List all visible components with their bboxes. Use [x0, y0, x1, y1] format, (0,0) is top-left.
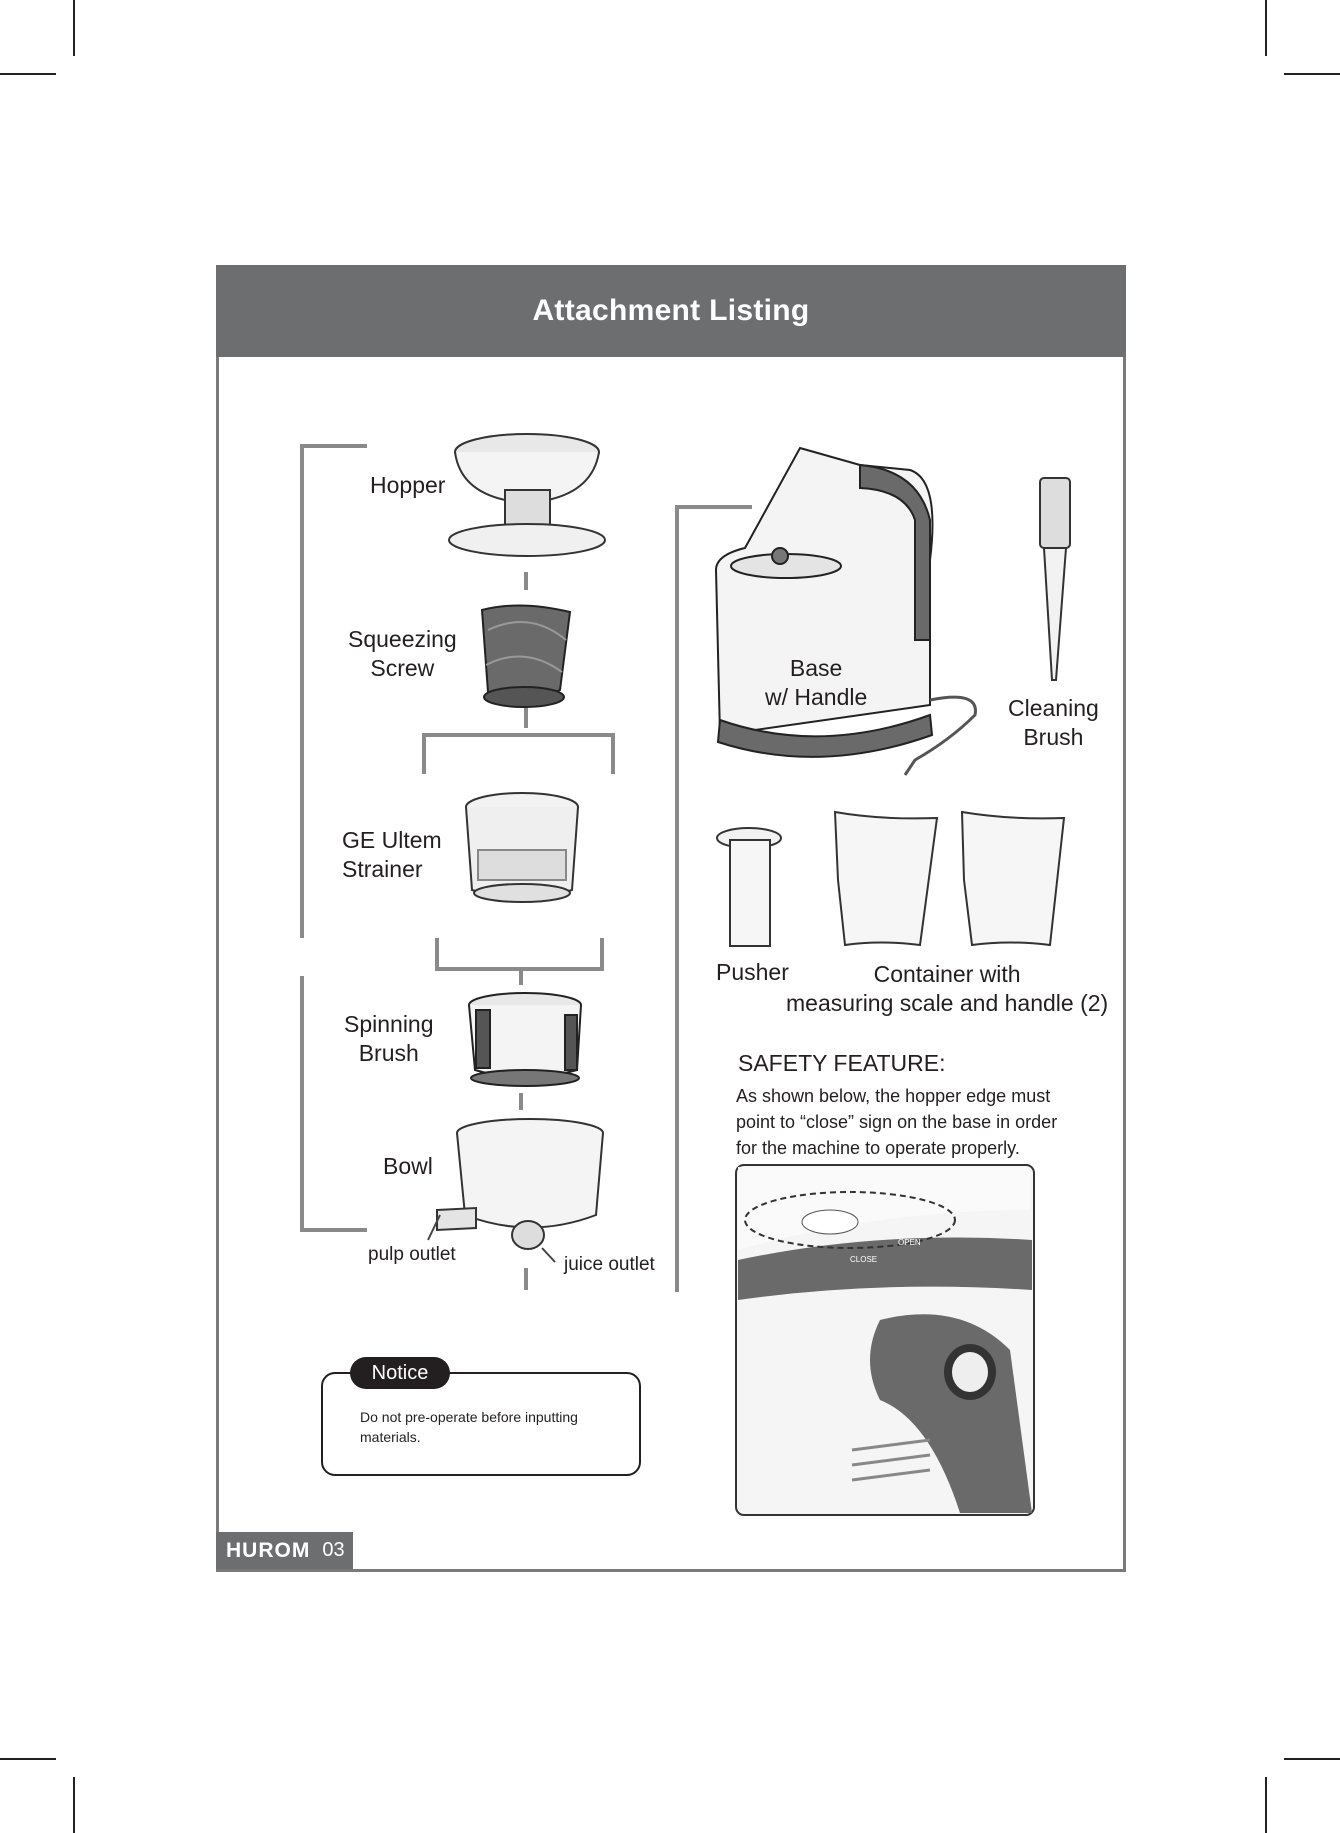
cleaning-brush-label: Cleaning Brush: [1008, 695, 1099, 750]
notice-label: Notice: [350, 1357, 450, 1389]
pulp-outlet-label: pulp outlet: [368, 1244, 456, 1265]
screw-illustration: [482, 605, 570, 707]
bowl-illustration: [428, 1119, 603, 1262]
strainer-label: GE Ultem Strainer: [342, 827, 442, 882]
safety-detail-illustration: [736, 1165, 1034, 1515]
notice-text: Do not pre-operate before inputting materials.: [360, 1409, 578, 1445]
open-mark: OPEN: [898, 1238, 921, 1247]
brand-logo: HUROM: [216, 1532, 320, 1569]
page-title: Attachment Listing: [532, 294, 810, 327]
container-illustration: [835, 812, 1064, 945]
safety-title: SAFETY FEATURE:: [738, 1050, 946, 1076]
strainer-illustration: [466, 793, 578, 902]
page-number: 03: [320, 1532, 352, 1569]
base-illustration: [716, 448, 975, 775]
safety-text: As shown below, the hopper edge must point to “close” sign on the base in order for the machine to operate properly.: [736, 1086, 1058, 1158]
hopper-illustration: [449, 434, 605, 556]
spinning-brush-label: Spinning Brush: [344, 1011, 434, 1066]
bowl-label: Bowl: [383, 1153, 433, 1179]
squeezing-screw-label: Squeezing Screw: [348, 626, 457, 681]
pusher-illustration: [717, 828, 781, 946]
pusher-label: Pusher: [716, 959, 789, 985]
spinning-brush-illustration: [469, 993, 581, 1086]
container-label: Container with measuring scale and handle (2): [786, 961, 1109, 1016]
juice-outlet-label: juice outlet: [564, 1254, 655, 1275]
cleaning-brush-illustration: [1040, 478, 1070, 680]
base-label: Base w/ Handle: [765, 655, 868, 710]
hopper-label: Hopper: [370, 472, 446, 498]
close-mark: CLOSE: [850, 1255, 878, 1264]
footer: [216, 1532, 353, 1569]
